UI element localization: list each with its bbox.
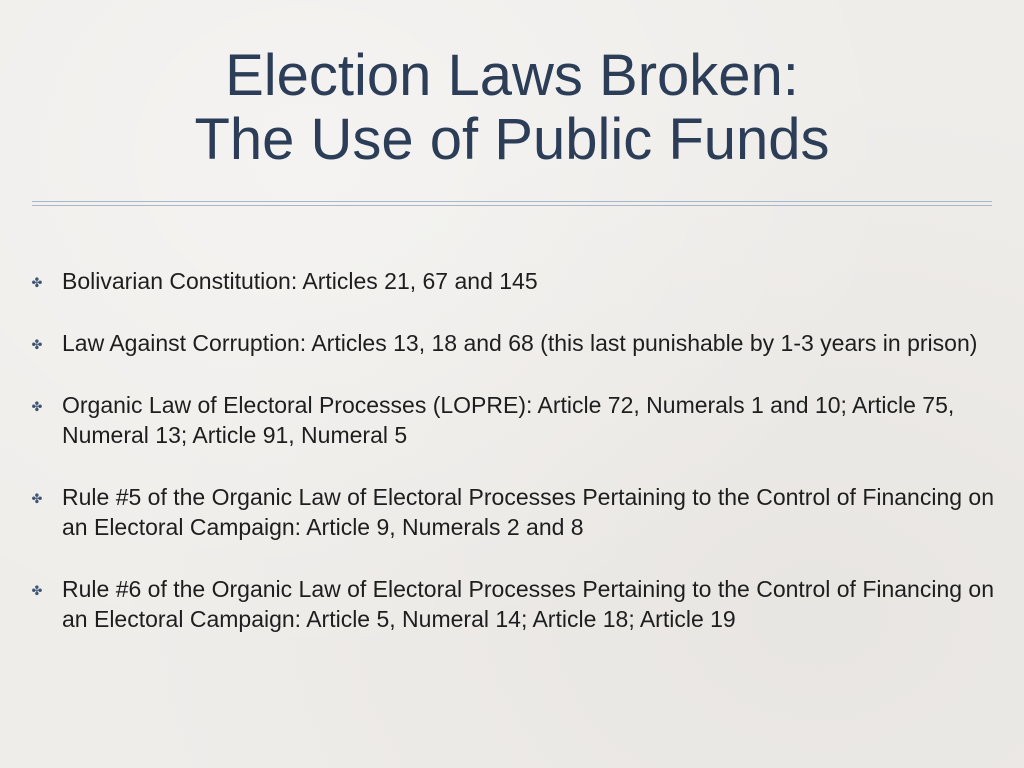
four-pointed-star-icon: ✤	[31, 337, 43, 352]
four-pointed-star-icon: ✤	[31, 491, 43, 506]
bullet-text: Rule #5 of the Organic Law of Electoral Processes Pertaining to the Control of Financing on an Electoral Campaign: Article 9, Numerals 2 and 8	[62, 484, 995, 540]
bullet-item	[30, 390, 1000, 450]
bullet-list	[30, 266, 1000, 666]
four-pointed-star-icon: ✤	[31, 399, 43, 414]
four-pointed-star-icon: ✤	[31, 275, 43, 290]
bullet-text: Law Against Corruption: Articles 13, 18 and 68 (this last punishable by 1-3 years in prison)	[62, 330, 978, 356]
bullet-item	[30, 328, 1000, 358]
slide-title	[0, 44, 1024, 172]
title-divider-top	[32, 201, 992, 202]
four-pointed-star-icon: ✤	[31, 583, 43, 598]
bullet-text: Bolivarian Constitution: Articles 21, 67 and 145	[62, 268, 538, 294]
bullet-item	[30, 574, 1000, 634]
slide-title-line-2: The Use of Public Funds	[194, 107, 830, 172]
bullet-item	[30, 266, 1000, 296]
slide-title-line-1: Election Laws Broken:	[225, 43, 799, 108]
bullet-item	[30, 482, 1000, 542]
bullet-text: Organic Law of Electoral Processes (LOPRE): Article 72, Numerals 1 and 10; Article 75, Numeral 13; Article 91, Numeral 5	[62, 392, 955, 448]
bullet-text: Rule #6 of the Organic Law of Electoral Processes Pertaining to the Control of Financing on an Electoral Campaign: Article 5, Numeral 14; Article 18; Article 19	[62, 576, 995, 632]
title-divider-bottom	[32, 205, 992, 206]
